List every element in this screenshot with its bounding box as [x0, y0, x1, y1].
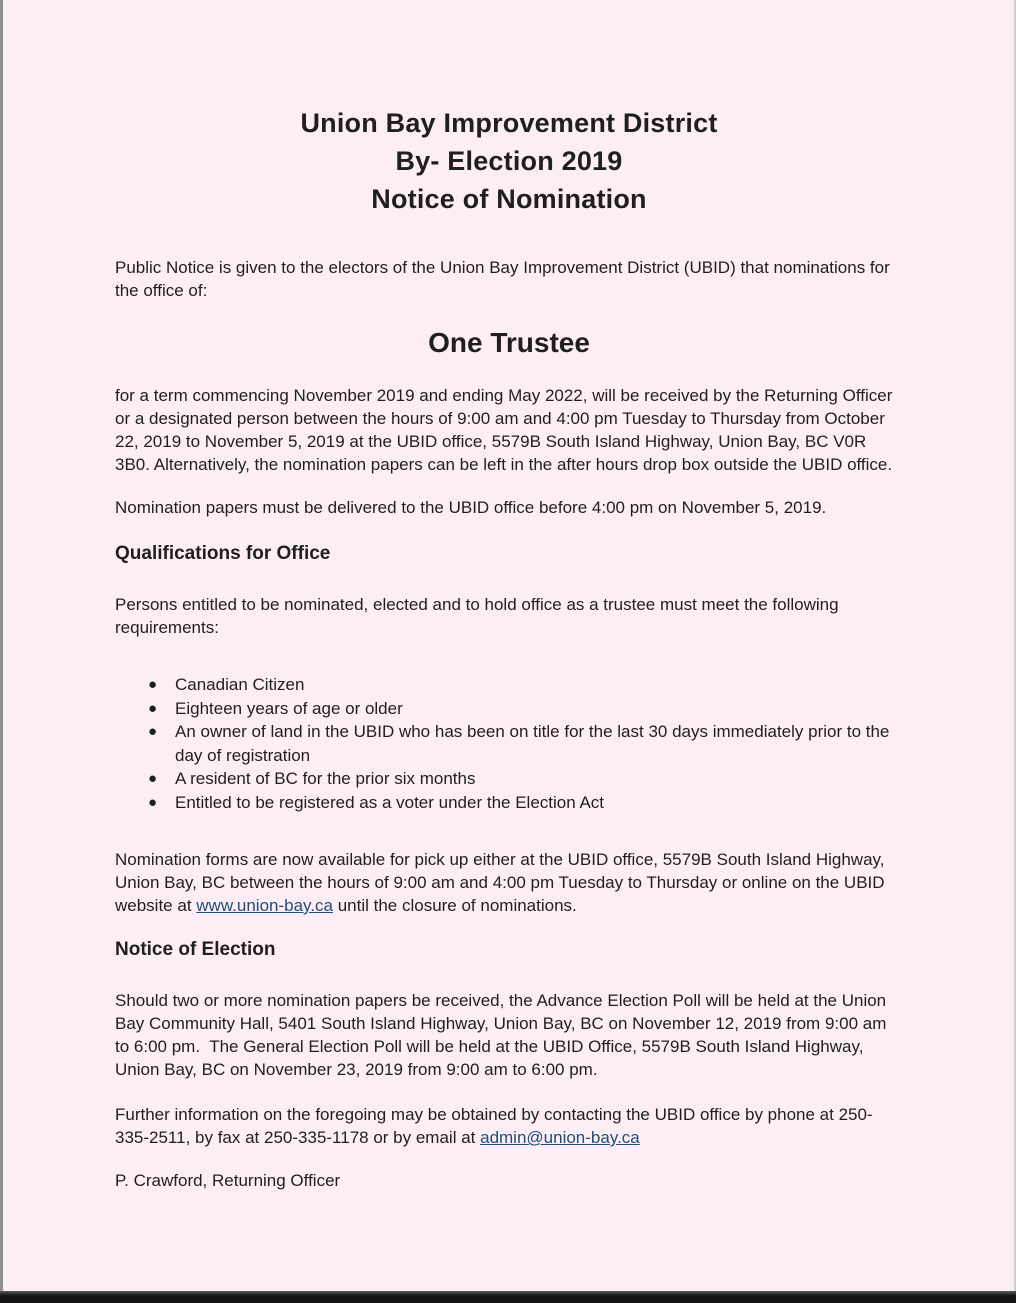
contact-text-before: Further information on the foregoing may be obtained by contacting the UBID office by phone at 250-335-2511, by fax at 250-335-1178 or by email at	[115, 1105, 873, 1147]
bullet-icon: ●	[148, 676, 158, 693]
list-item-text: Eighteen years of age or older	[175, 698, 403, 718]
list-item	[148, 720, 903, 767]
email-link[interactable]: admin@union-bay.ca	[480, 1128, 640, 1147]
list-item-text: An owner of land in the UBID who has been on title for the last 30 days immediately prior to the day of registration	[175, 722, 890, 765]
election-paragraph: Should two or more nomination papers be received, the Advance Election Poll will be held at the Union Bay Community Hall, 5401 South Island Highway, Union Bay, BC on November 12, 2019 from 9:00 am to 6:00 pm. The General Election Poll will be held at the UBID Office, 5579B South Island Highway, Union Bay, BC on November 23, 2019 from 9:00 am to 6:00 pm.	[115, 991, 892, 1079]
list-item	[148, 767, 903, 791]
contact-paragraph	[115, 1103, 903, 1149]
bullet-icon: ●	[148, 793, 158, 811]
scan-edge-bottom	[0, 1291, 1016, 1303]
list-item	[148, 697, 903, 721]
election-heading: Notice of Election	[115, 939, 276, 960]
document-title	[115, 104, 903, 218]
signature-line: P. Crawford, Returning Officer	[115, 1171, 341, 1190]
title-line-byelection: By- Election 2019	[395, 146, 623, 176]
intro-paragraph: Public Notice is given to the electors of the Union Bay Improvement District (UBID) that nominations for the office of:	[115, 258, 895, 300]
list-item	[148, 791, 903, 815]
forms-text-after: until the closure of nominations.	[332, 896, 577, 915]
qualifications-heading: Qualifications for Office	[115, 543, 331, 564]
bullet-icon: ●	[148, 699, 158, 717]
qualifications-list	[115, 673, 903, 814]
forms-paragraph	[115, 848, 903, 917]
page-content	[115, 0, 903, 1209]
qualifications-intro: Persons entitled to be nominated, elected and to hold office as a trustee must meet the following requirements:	[115, 595, 844, 637]
position-heading: One Trustee	[428, 327, 590, 358]
forms-text-before: Nomination forms are now available for pick up either at the UBID office, 5579B South Island Highway, Union Bay, BC between the hours of 9:00 am and 4:00 pm Tuesday to Thursday or online on the UBID website at	[115, 850, 890, 915]
scan-edge-left	[0, 0, 3, 1303]
bullet-icon: ●	[148, 770, 158, 787]
term-paragraph: for a term commencing November 2019 and ending May 2022, will be received by the Returning Officer or a designated person between the hours of 9:00 am and 4:00 pm Tuesday to Thursday from October 22, 2019 to November 5, 2019 at the UBID office, 5579B South Island Highway, Union Bay, BC V0R 3B0. Alternatively, the nomination papers can be left in the after hours drop box outside the UBID office.	[115, 386, 898, 474]
bullet-icon: ●	[148, 723, 158, 740]
website-link[interactable]: www.union-bay.ca	[196, 896, 333, 915]
list-item-text: Canadian Citizen	[175, 675, 305, 694]
list-item-text: A resident of BC for the prior six months	[175, 769, 476, 788]
title-line-notice: Notice of Nomination	[371, 184, 647, 214]
list-item	[148, 673, 903, 697]
title-line-district: Union Bay Improvement District	[300, 108, 718, 138]
deadline-paragraph: Nomination papers must be delivered to the UBID office before 4:00 pm on November 5, 2019.	[115, 498, 827, 517]
list-item-text: Entitled to be registered as a voter under the Election Act	[175, 792, 605, 812]
